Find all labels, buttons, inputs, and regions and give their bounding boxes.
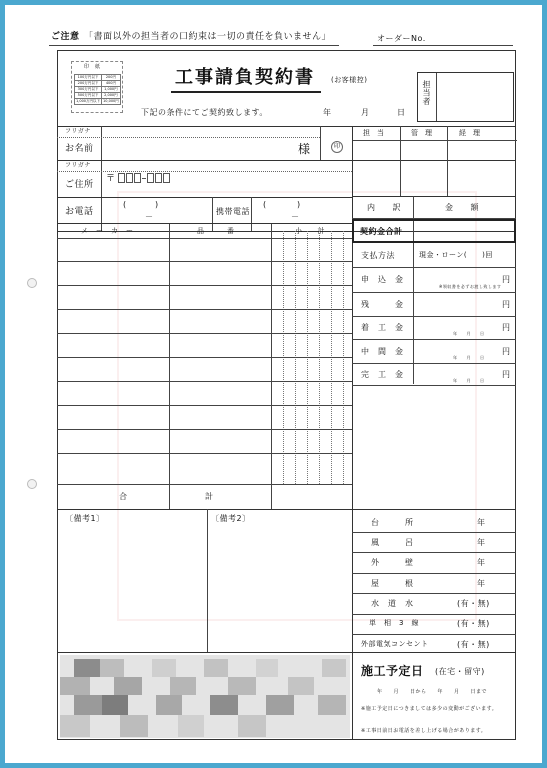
balance-label: 残 金 <box>361 300 404 309</box>
price-col-amount: 金 額 <box>445 203 479 212</box>
furigana-label: フリガナ <box>65 128 91 135</box>
date-month: 月 <box>361 108 370 117</box>
schedule-date-range: 年 月 日から 年 月 日まで <box>377 689 488 695</box>
approval-box: 担 当 管 理 経 理 <box>352 126 516 196</box>
building-row-label: 外部電気コンセント <box>361 640 429 648</box>
building-row-label: 屋 根 <box>371 579 414 588</box>
name-label: お名前 <box>65 144 94 154</box>
remarks-1: 〔備考1〕 <box>65 514 105 523</box>
date-year: 年 <box>323 108 332 117</box>
honorific: 様 <box>298 142 311 156</box>
col-maker: メ ー カ ー <box>81 227 134 235</box>
seal-mark: 印 <box>331 141 343 153</box>
stamp-rate-table: 100万円以下 200円 200万円以下 400円 300万円以下 1,000円 500万円以下 2,000円 1,000万円以下 10,000円 <box>76 75 119 103</box>
price-col-item: 内 訳 <box>367 203 401 212</box>
receipt-note: ※領収書を必ずお渡し致します <box>439 284 502 289</box>
contract-form-sheet: ご注意 「書面以外の担当者の口約束は一切の責任を負いません」 オーダーNo. 印 紙 100万円以下 200円 200万円以下 400円 300万円以下 1,000円 500万円以下 2,000円 1,000万円以下 10,000円 工事請負契約書 (お客様控) 下記の条件にてご契約致します。 年 月 日 担当者 フリガナ お名前 様 印 フリガナ ご住所 〒 お電話 ( ) － 携帯電話 ( ) － 担 当 管 理 経 理 メ ー カ ー 品 番 小 計 合 計 内 訳 金 額 契約金合計 支払方法 現金・ローン( )回 申 込 金 円 ※領収書を必ずお渡し致します 残 金 円 着 工 金 円 年 月 日 中 間 金 円 年 月 日 完 工 金 円 年 月 日 〔備考1〕 〔備考2〕 台 所 年 風 呂 年 外 壁 年 屋 根 年 水 道 水 (有・無) 単 相 3 線 (有・無) 外部電気コンセント (有・無) 施工予定日 (在宅・留守) 年 月 日から 年 月 日まで ※施工予定日につきましては多少の変動がございます。 ※工事日前日お電話を差し上げる場合があります。 <box>0 0 547 768</box>
building-row-label: 水 道 水 <box>371 599 414 608</box>
payment-label: 支払方法 <box>361 251 395 260</box>
total-label-a: 合 <box>119 492 128 501</box>
order-number-label: オーダーNo. <box>377 34 426 43</box>
mid-payment-label: 中 間 金 <box>361 347 404 356</box>
address-label: ご住所 <box>65 180 94 190</box>
col-product: 品 番 <box>197 227 235 235</box>
copy-label: (お客様控) <box>331 76 368 84</box>
page-title: 工事請負契約書 <box>175 67 315 88</box>
deposit-label: 申 込 金 <box>361 275 404 284</box>
mobile-label: 携帯電話 <box>216 207 250 216</box>
revenue-stamp-box: 印 紙 100万円以下 200円 200万円以下 400円 300万円以下 1,000円 500万円以下 2,000円 1,000万円以下 10,000円 <box>71 61 123 113</box>
schedule-note-1: ※施工予定日につきましては多少の変動がございます。 <box>361 706 498 712</box>
total-label-b: 計 <box>205 492 214 501</box>
building-row-label: 風 呂 <box>371 538 414 547</box>
final-payment-label: 完 工 金 <box>361 370 404 379</box>
col-subtotal: 小 計 <box>295 227 325 235</box>
schedule-note-2: ※工事日前日お電話を差し上げる場合があります。 <box>361 728 487 734</box>
schedule-title: 施工予定日 <box>361 664 424 678</box>
date-day: 日 <box>397 108 406 117</box>
notice-text: 「書面以外の担当者の口約束は一切の責任を負いません」 <box>84 32 332 42</box>
schedule-attendance: (在宅・留守) <box>435 667 485 676</box>
building-row-label: 台 所 <box>371 518 414 527</box>
furigana-label-2: フリガナ <box>65 162 91 169</box>
postal-code-boxes <box>118 173 170 184</box>
building-row-label: 単 相 3 線 <box>369 619 419 627</box>
remarks-2: 〔備考2〕 <box>211 514 251 523</box>
contract-total-box: 契約金合計 <box>352 219 516 243</box>
postal-mark: 〒 <box>106 174 116 184</box>
tanto-label: 担当者 <box>422 80 431 106</box>
phone-label: お電話 <box>65 207 94 217</box>
company-logo-blurred <box>60 655 350 738</box>
building-row-label: 外 壁 <box>371 558 414 567</box>
start-payment-label: 着 工 金 <box>361 323 404 332</box>
payment-value: 現金・ローン( )回 <box>419 251 493 259</box>
tanto-box <box>417 72 514 122</box>
notice-label: ご注意 <box>51 32 80 42</box>
intro-text: 下記の条件にてご契約致します。 <box>141 108 268 117</box>
